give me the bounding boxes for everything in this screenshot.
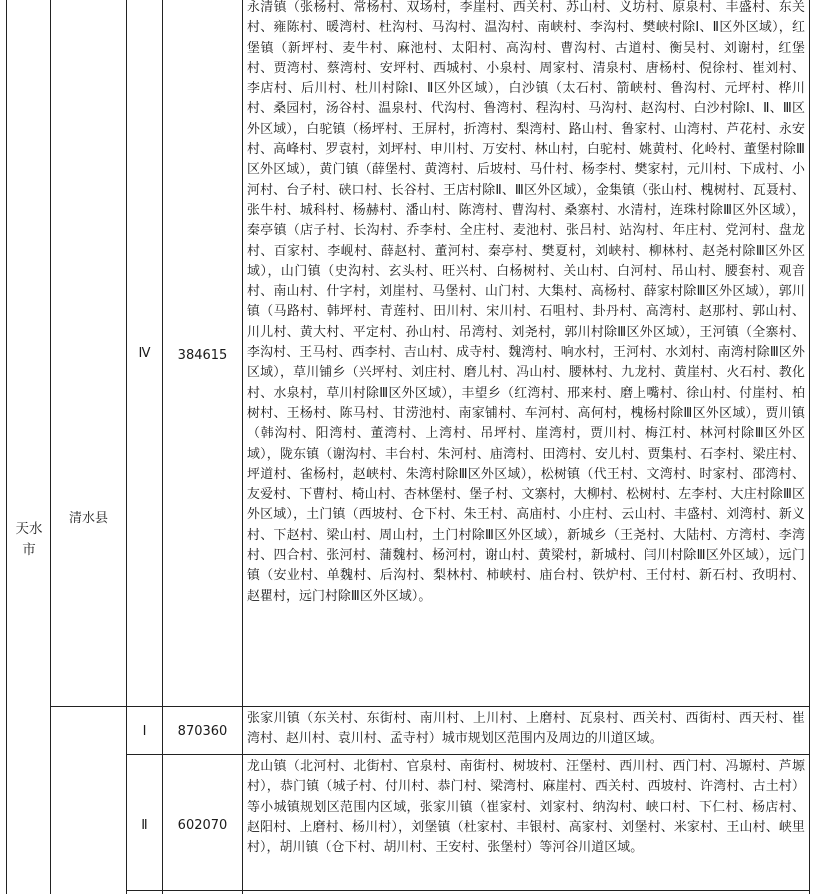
column-divider-code <box>242 0 243 894</box>
code-cell: 602070 <box>177 817 228 833</box>
level-cell: Ⅳ <box>138 345 151 361</box>
code-cell: 384615 <box>177 347 228 363</box>
table-right-border <box>809 0 810 894</box>
row-divider-2 <box>126 754 810 755</box>
county-name: 清水县 <box>68 510 108 526</box>
level-cell: Ⅰ <box>142 723 147 739</box>
column-divider-level <box>162 0 163 894</box>
area-description: 龙山镇（北河村、北街村、官泉村、南街村、树坡村、汪堡村、西川村、西门村、冯塬村、芦塬村），恭门镇（城子村、付川村、恭门村、梁湾村、麻崖村、西关村、西坡村、许湾村、古土村）等小城镇规划区范围内区域，张家川镇（崔家村、刘家村、纳沟村、峡口村、下仁村、杨店村、赵阳村、上磨村、杨川村），刘堡镇（杜家村、丰银村、高家村、刘堡村、米家村、王山村、峡里村），胡川镇（仓下村、胡川村、王安村、张堡村）等河谷川道区域。 <box>247 759 805 856</box>
column-divider-county <box>126 0 127 894</box>
area-description: 张家川镇（东关村、东街村、南川村、上川村、上磨村、瓦泉村、西关村、西街村、西天村、崔湾村、赵川村、袁川村、孟寺村）城市规划区范围内及周边的川道区域。 <box>247 711 805 747</box>
column-divider-city <box>50 0 51 894</box>
level-cell: Ⅱ <box>141 817 148 833</box>
row-divider-3 <box>126 890 810 891</box>
code-cell: 870360 <box>177 723 228 739</box>
table-left-border <box>6 0 7 894</box>
compensation-standard-table <box>6 0 810 894</box>
area-description: 永清镇（张杨村、常杨村、双场村，李崖村、西关村、苏山村、义坊村、原泉村、丰盛村、东关村、雍陈村、暖湾村、杜沟村、马沟村、温沟村、南峡村、李沟村、樊峡村除Ⅰ、Ⅱ区外区域），红堡镇（新坪村、麦牛村、麻池村、太阳村、高沟村、曹沟村、古道村、衡吴村、刘谢村，红堡村、贾湾村、蔡湾村、安坪村、西城村、小泉村、周家村、清泉村、唐杨村、倪徐村、崔刘村、李店村、后川村、杜川村除Ⅰ、Ⅱ区外区域），白沙镇（太石村、箭峡村、鲁沟村、元坪村、桦川村、桑园村，汤谷村、温泉村、代沟村、鲁湾村、程沟村、马沟村、赵沟村、白沙村除Ⅰ、Ⅱ、Ⅲ区外区域），白驼镇（杨坪村、王屏村，折湾村、梨湾村、路山村、鲁家村、山湾村、芦花村、永安村、高峰村、罗袁村，刘坪村、申川村、万安村、林山村，白驼村、姚黄村、化岭村、董堡村除Ⅲ区外区域），黄门镇（薛堡村、黄湾村、后坡村、马什村、杨李村、樊家村，元川村、下成村、小河村、台子村、硖口村、长谷村、王店村除Ⅱ、Ⅲ区外区域），金集镇（张山村、槐树村、瓦聂村、张牛村、城科村、杨赫村、潘山村、陈湾村、曹沟村、桑寨村、水清村，连珠村除Ⅲ区外区域），秦亭镇（店子村、长沟村、乔李村、全庄村、麦池村、张吕村、站沟村、年庄村、党河村、盘龙村、百家村、李岘村、薛赵村、董河村、秦亭村、樊夏村，刘峡村、柳林村、赵尧村除Ⅲ区外区域），山门镇（史沟村、玄头村、旺兴村、白杨树村、关山村、白河村、吊山村、腰套村、观音村、南山村、什字村，刘崖村、马堡村、山门村、大集村、高杨村、薛家村除Ⅲ区外区域），郭川镇（马路村、韩坪村、青莲村、田川村、宋川村、石咀村、卦丹村、高湾村、赵那村、郭山村、川儿村、黄大村、平定村、孙山村、吊湾村、刘尧村，郭川村除Ⅲ区外区域），王河镇（全寨村、李沟村、王马村、西李村、吉山村、成寺村、魏湾村、响水村，王河村、水刘村、南湾村除Ⅲ区外区域），草川铺乡（兴坪村、刘庄村、磨儿村、冯山村、腰林村、九龙村、黄崖村、火石村、教化村、水泉村，草川村除Ⅲ区外区域），丰望乡（红湾村、邢来村、磨上嘴村、徐山村、付崖村、柏树村、王杨村、陈马村、甘涝池村、南家铺村、车河村、高何村，槐杨村除Ⅲ区外区域），贾川镇（韩沟村、阳湾村、董湾村、上湾村、吊坪村、崖湾村，贾川村、梅江村、林河村除Ⅲ区外区域），陇东镇（谢沟村、丰台村、朱河村、庙湾村、田湾村、安儿村、贾集村、石李村、梁庄村、坪道村、雀杨村，赵峡村、朱湾村除Ⅲ区外区域），松树镇（代王村、文湾村、时家村、邵湾村、友爱村、下曹村、椅山村、杏林堡村、堡子村、文寨村，大柳村、松树村、左李村、大庄村除Ⅲ区外区域），土门镇（西坡村、仓下村、朱王村、高庙村、小庄村、云山村、丰盛村、刘湾村、新义村、下赵村、梁山村、周山村，土门村除Ⅲ区外区域），新城乡（王尧村、大陆村、方湾村、李湾村、四合村、张河村、蒲魏村、杨河村，谢山村、黄梁村，新城村、闫川村除Ⅲ区外区域），远门镇（安业村、单魏村、后沟村、梨林村、柿峡村、庙台村、铁炉村、王付村、新石村、孜明村、赵瞿村，远门村除Ⅲ区外区域）。 <box>247 0 805 604</box>
city-name: 天水市 <box>15 521 43 558</box>
row-divider-1 <box>50 706 810 707</box>
